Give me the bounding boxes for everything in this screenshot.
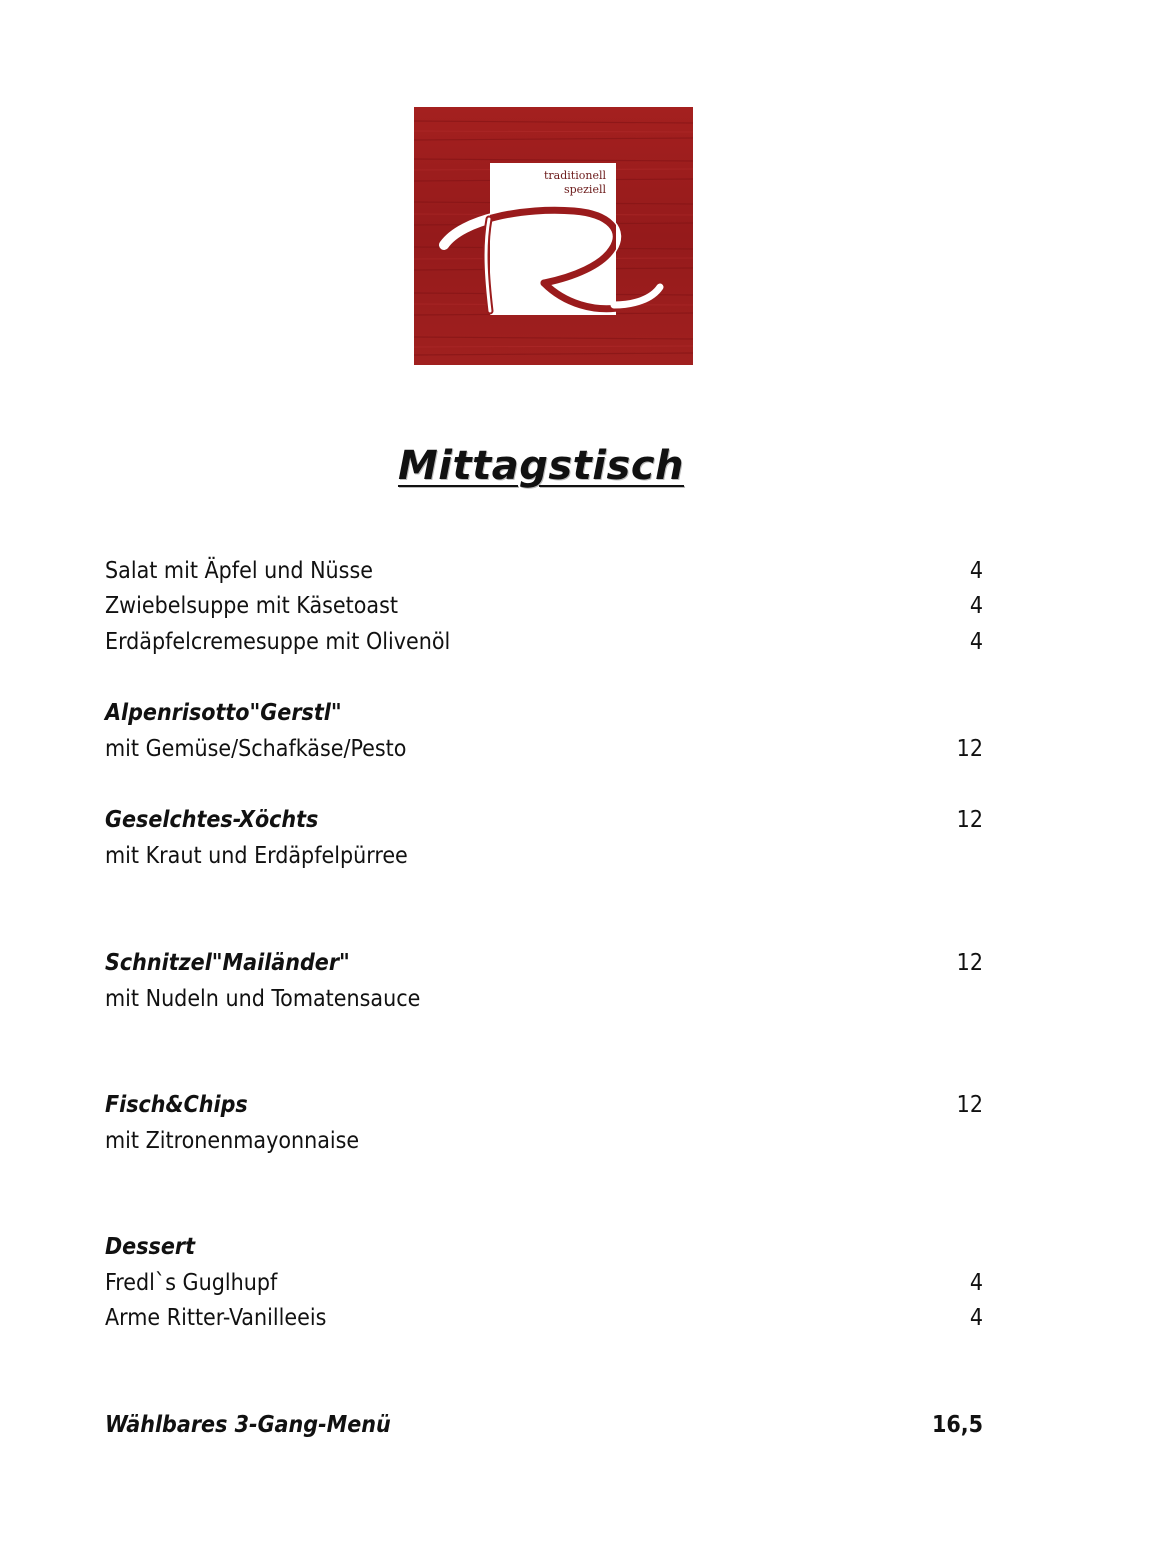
dish-heading: [105, 695, 983, 731]
dish-desc: mit Zitronenmayonnaise: [105, 1128, 360, 1154]
restaurant-logo: [414, 107, 693, 365]
dish-heading: [105, 1087, 983, 1123]
menu-item-price: 4: [969, 1305, 983, 1331]
logo-tagline-1: traditionell: [544, 169, 606, 182]
menu-item-name: Fredl`s Guglhupf: [105, 1270, 278, 1296]
menu-item-name: Zwiebelsuppe mit Käsetoast: [105, 593, 398, 619]
menu-item: [105, 624, 983, 660]
menu-item-price: 4: [969, 558, 983, 584]
dish-description: [105, 838, 983, 874]
dish-desc: mit Gemüse/Schafkäse/Pesto: [105, 736, 407, 762]
menu-item-price: 4: [969, 629, 983, 655]
dish-description: [105, 1123, 983, 1159]
dish-desc: mit Kraut und Erdäpfelpürree: [105, 843, 408, 869]
menu-item: [105, 1265, 983, 1301]
menu-item-name: Salat mit Äpfel und Nüsse: [105, 558, 373, 584]
set-menu: [105, 1407, 983, 1443]
restaurant-r-logo-icon: [414, 107, 693, 365]
menu-item-price: 4: [969, 593, 983, 619]
dish-price: 12: [956, 807, 983, 833]
dish-name: Alpenrisotto"Gerstl": [105, 700, 342, 726]
dish-description: [105, 981, 983, 1017]
menu-item-name: Erdäpfelcremesuppe mit Olivenöl: [105, 629, 451, 655]
menu-item: [105, 553, 983, 589]
dish-name: Fisch&Chips: [105, 1092, 248, 1118]
dish-name: Geselchtes-Xöchts: [105, 807, 319, 833]
dish-desc: mit Nudeln und Tomatensauce: [105, 986, 421, 1012]
menu-item-name: Arme Ritter-Vanilleeis: [105, 1305, 327, 1331]
menu-item: [105, 588, 983, 624]
page-title: Mittagstisch: [397, 443, 685, 489]
dish-name: Schnitzel"Mailänder": [105, 950, 350, 976]
dish-price: 12: [956, 950, 983, 976]
logo-tagline-2: speziell: [563, 183, 606, 196]
set-menu-name: Wählbares 3-Gang-Menü: [105, 1412, 391, 1438]
dish-price: 12: [956, 1092, 983, 1118]
dish-price: 12: [956, 736, 983, 762]
dessert-title: Dessert: [105, 1234, 196, 1260]
menu-item: [105, 1300, 983, 1336]
dish-description: [105, 731, 983, 767]
set-menu-price: 16,5: [931, 1412, 983, 1438]
dish-heading: [105, 945, 983, 981]
dessert-heading: [105, 1229, 983, 1265]
dish-heading: [105, 802, 983, 838]
menu-item-price: 4: [969, 1270, 983, 1296]
